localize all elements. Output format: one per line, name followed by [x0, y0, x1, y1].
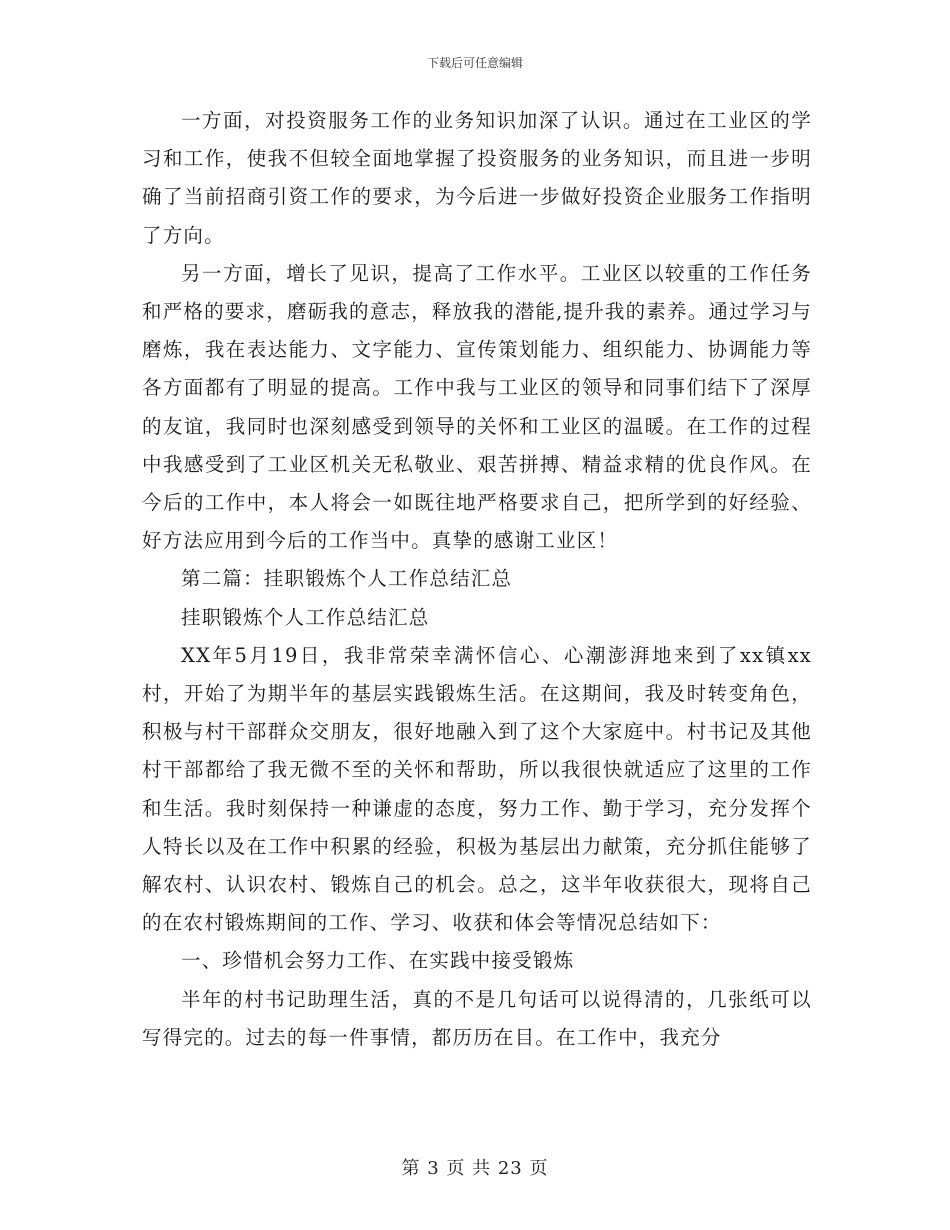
paragraph-experience-growth: 另一方面，增长了见识，提高了工作水平。工业区以较重的工作任务和严格的要求，磨砺我的意志，释放我的潜能,提升我的素养。通过学习与磨炼，我在表达能力、文字能力、宣传策划能力、组织能力、协调能力等各方面都有了明显的提高。工作中我与工业区的领导和同事们结下了深厚的友谊，我同时也深刻感受到领导的关怀和工业区的温暖。在工作的过程中我感受到了工业区机关无私敬业、艰苦拼搏、精益求精的优良作风。在今后的工作中，本人将会一如既往地严格要求自己，把所学到的好经验、好方法应用到今后的工作当中。真挚的感谢工业区！ [142, 261, 812, 553]
section-heading-part-two: 第二篇：挂职锻炼个人工作总结汇总 [181, 567, 513, 591]
header-note: 下载后可任意编辑 [426, 56, 523, 70]
paragraph-investment-knowledge: 一方面，对投资服务工作的业务知识加深了认识。通过在工业区的学习和工作，使我不但较全面地掌握了投资服务的业务知识，而且进一步明确了当前招商引资工作的要求，为今后进一步做好投资企业服务工作指明了方向。 [142, 109, 812, 247]
document-subtitle: 挂职锻炼个人工作总结汇总 [181, 605, 430, 629]
section-heading-one: 一、珍惜机会努力工作、在实践中接受锻炼 [181, 949, 575, 973]
paragraph-assistant-life: 半年的村书记助理生活，真的不是几句话可以说得清的，几张纸可以写得完的。过去的每一件事情，都历历在目。在工作中，我充分 [142, 987, 812, 1049]
paragraph-introduction: XX年5月19日，我非常荣幸满怀信心、心潮澎湃地来到了xx镇xx村，开始了为期半年的基层实践锻炼生活。在这期间，我及时转变角色，积极与村干部群众交朋友，很好地融入到了这个大家庭中。村书记及其他村干部都给了我无微不至的关怀和帮助，所以我很快就适应了这里的工作和生活。我时刻保持一种谦虚的态度，努力工作、勤于学习，充分发挥个人特长以及在工作中积累的经验，积极为基层出力献策，充分抓住能够了解农村、认识农村、锻炼自己的机会。总之，这半年收获很大，现将自己的在农村锻炼期间的工作、学习、收获和体会等情况总结如下： [142, 643, 812, 935]
page-number-footer: 第 3 页 共 23 页 [401, 1158, 549, 1179]
document-body [142, 102, 812, 1057]
